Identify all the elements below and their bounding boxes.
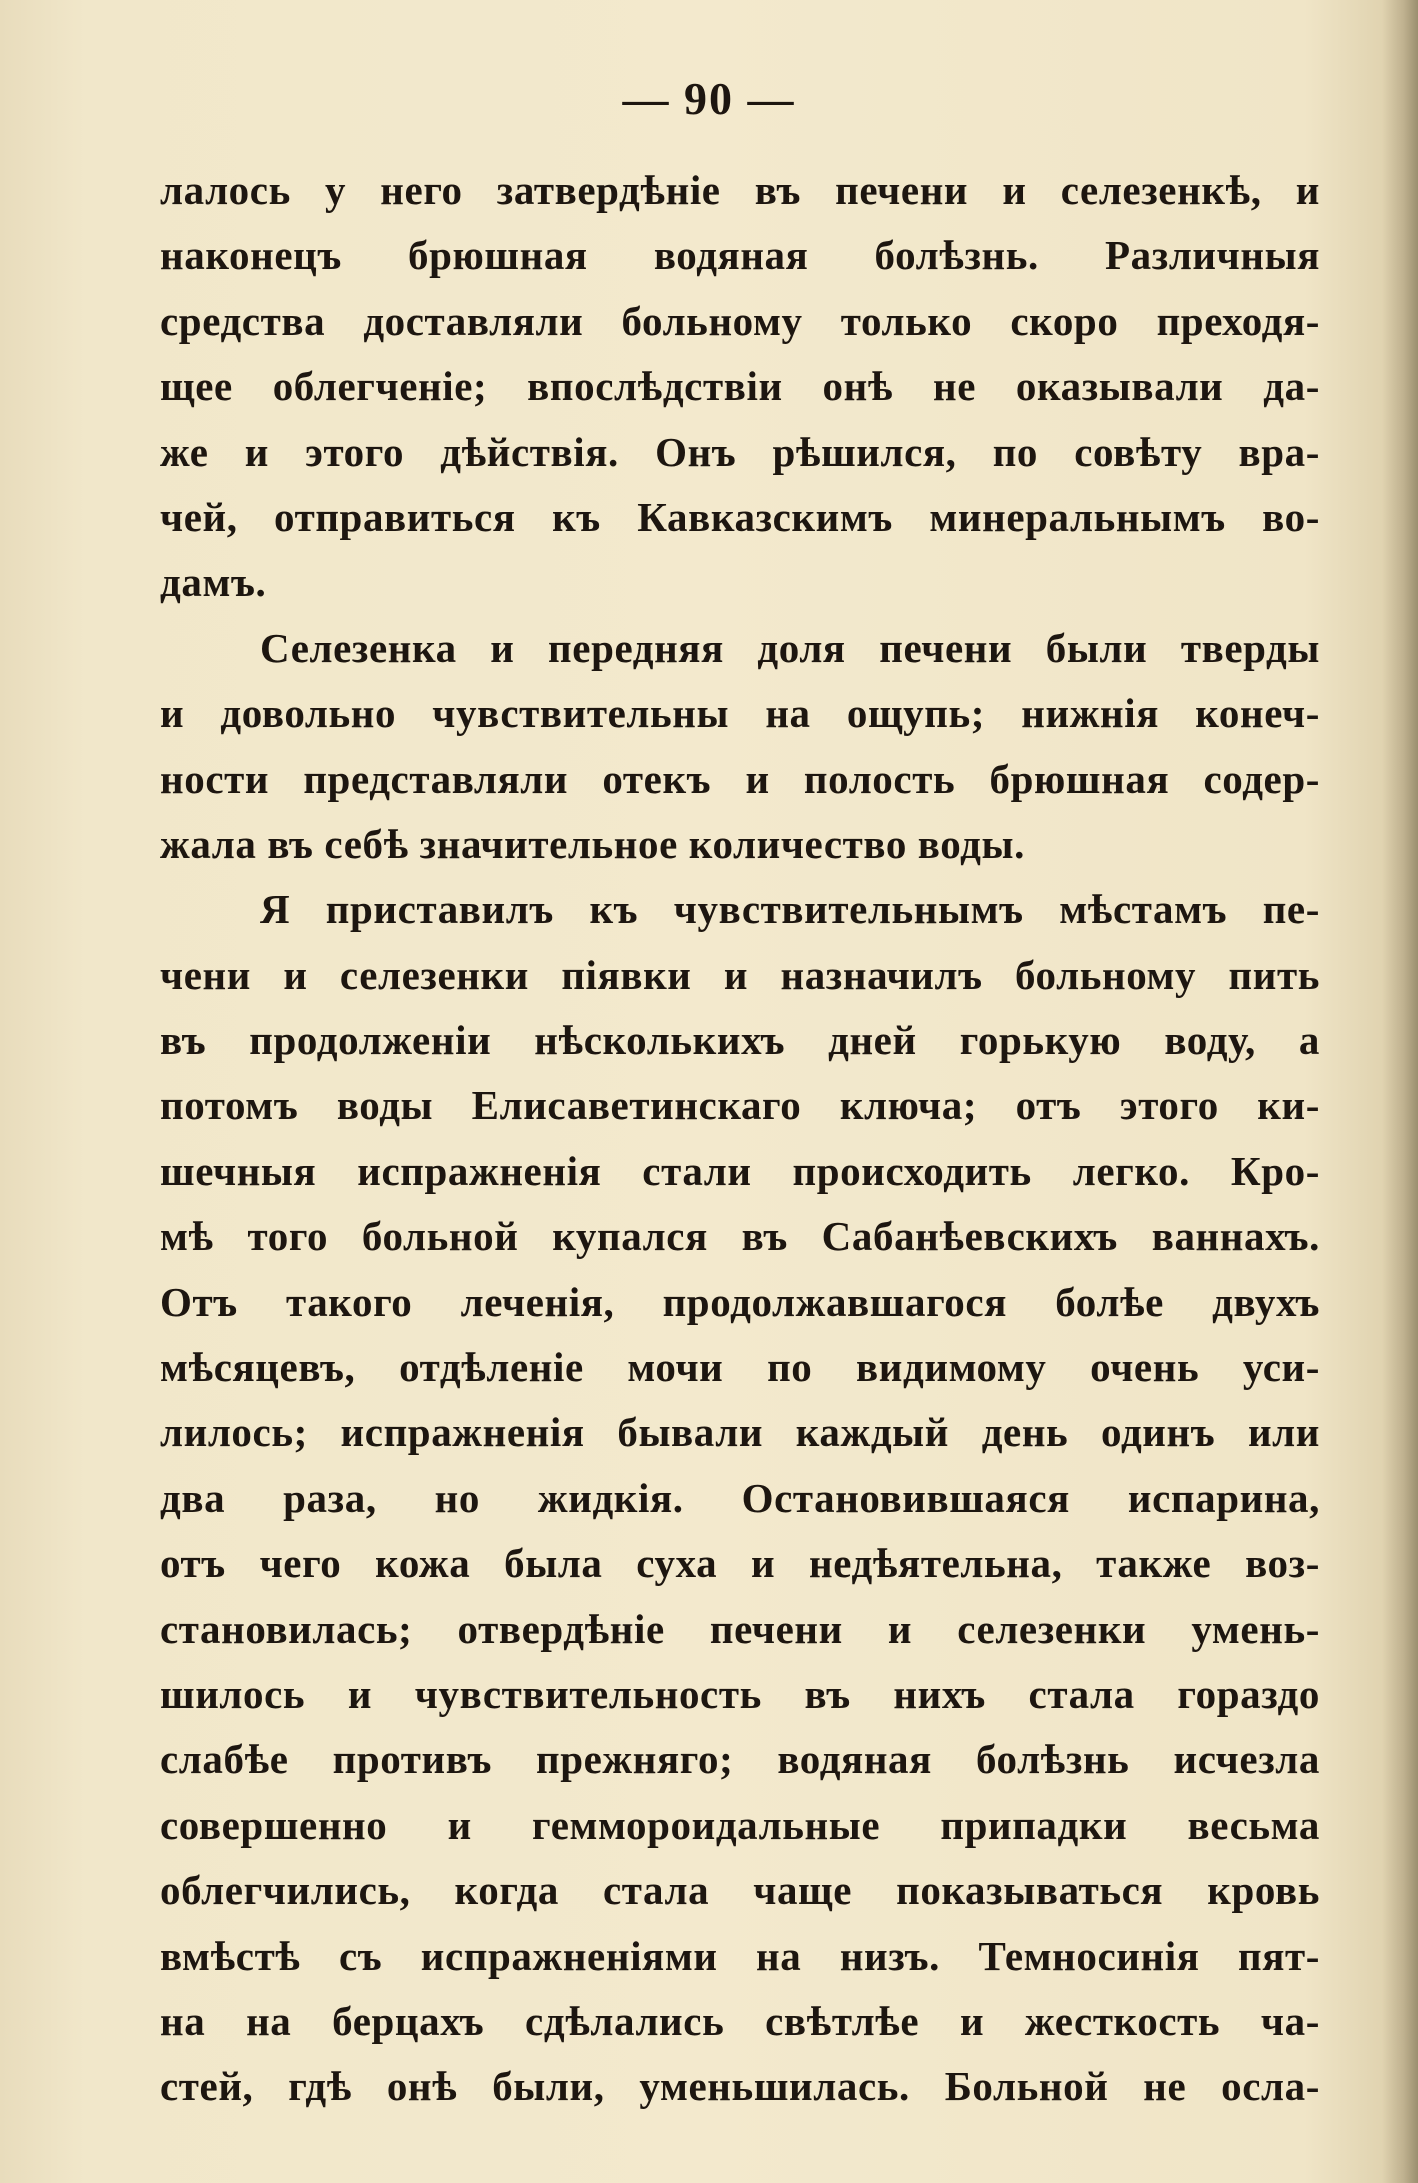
text-line: мѣсяцевъ, отдѣленіе мочи по видимому очень уси-	[160, 1344, 1320, 1391]
text-line: чени и селезенки піявки и назначилъ больному пить	[160, 951, 1320, 998]
text-line: же и этого дѣйствія. Онъ рѣшился, по совѣту вра-	[160, 428, 1320, 475]
text-line: два раза, но жидкія. Остановившаяся испарина,	[160, 1474, 1320, 1521]
text-line: Селезенка и передняя доля печени были тверды	[260, 624, 1320, 671]
text-line: средства доставляли больному только скоро преходя-	[160, 297, 1320, 344]
text-line: отъ чего кожа была суха и недѣятельна, также воз-	[160, 1540, 1320, 1587]
text-line: жала въ себѣ значительное количество воды.	[160, 820, 1025, 867]
text-line: стей, гдѣ онѣ были, уменьшилась. Больной не осла-	[160, 2063, 1320, 2110]
text-line: щее облегченіе; впослѣдствіи онѣ не оказывали да-	[160, 363, 1320, 410]
text-line: чей, отправиться къ Кавказскимъ минеральнымъ во-	[160, 493, 1320, 540]
text-line: и довольно чувствительны на ощупь; нижнія конеч-	[160, 690, 1320, 737]
text-line: въ продолженіи нѣсколькихъ дней горькую воду, а	[160, 1017, 1320, 1064]
body-text	[160, 158, 1320, 2120]
text-line: мѣ того больной купался въ Сабанѣевскихъ ваннахъ.	[160, 1213, 1320, 1260]
text-line: лалось у него затвердѣніе въ печени и селезенкѣ, и	[160, 167, 1320, 213]
text-line: шечныя испражненія стали происходить легко. Кро-	[160, 1147, 1320, 1194]
text-line: Отъ такого леченія, продолжавшагося болѣе двухъ	[160, 1278, 1320, 1325]
text-line: ности представляли отекъ и полость брюшная содер-	[160, 755, 1320, 802]
page-edge-shadow	[1382, 0, 1418, 2183]
text-line: облегчились, когда стала чаще показываться кровь	[160, 1867, 1320, 1914]
text-line: шилось и чувствительность въ нихъ стала гораздо	[160, 1670, 1320, 1717]
page-number: — 90 —	[622, 73, 796, 124]
text-line: вмѣстѣ съ испражненіями на низъ. Темносинія пят-	[160, 1932, 1320, 1979]
text-line: на на берцахъ сдѣлались свѣтлѣе и жесткость ча-	[160, 1997, 1320, 2044]
text-line: Я приставилъ къ чувствительнымъ мѣстамъ пе-	[260, 886, 1320, 933]
text-line: слабѣе противъ прежняго; водяная болѣзнь исчезла	[160, 1736, 1320, 1783]
text-line: лилось; испражненія бывали каждый день одинъ или	[160, 1409, 1320, 1456]
text-line: потомъ воды Елисаветинскаго ключа; отъ этого ки-	[160, 1082, 1320, 1129]
text-line: совершенно и геммороидальные припадки весьма	[160, 1801, 1320, 1848]
text-line: становилась; отвердѣніе печени и селезенки умень-	[160, 1605, 1320, 1652]
text-line: дамъ.	[160, 559, 267, 606]
text-line: наконецъ брюшная водяная болѣзнь. Различныя	[160, 232, 1320, 279]
